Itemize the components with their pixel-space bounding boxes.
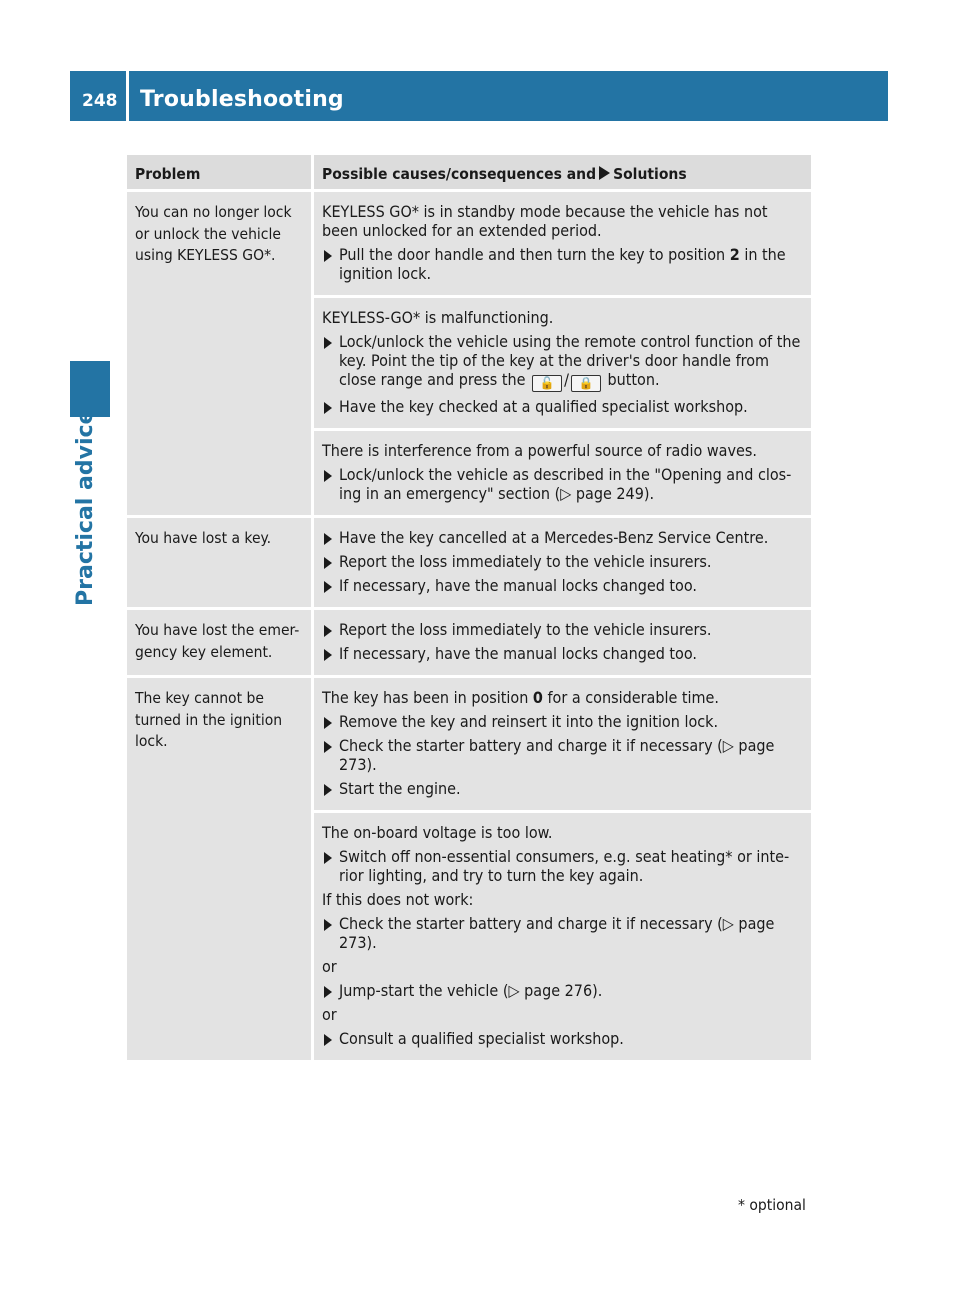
cause-text: There is interference from a powerful source of radio waves. — [322, 441, 757, 460]
step-text — [339, 245, 786, 283]
text-fragment: Report the loss immediately to the vehicle insurers. — [339, 620, 712, 639]
solutions-cell — [314, 678, 811, 1060]
page-header — [70, 71, 888, 121]
solution-block — [314, 610, 811, 675]
step-arrow-icon — [324, 557, 332, 569]
footnote: * optional — [738, 1196, 806, 1214]
text-fragment: page 273). — [339, 736, 775, 774]
text-fragment: Jump-start the vehicle ( — [339, 981, 509, 1000]
step-text — [339, 914, 774, 952]
solution-step — [322, 981, 803, 1000]
text-fragment: If necessary, have the manual locks changed too. — [339, 576, 697, 595]
text-fragment: / — [564, 370, 569, 389]
step-text — [339, 779, 461, 798]
solutions-cell — [314, 610, 811, 675]
solution-step — [322, 712, 803, 731]
text-fragment: Have the key cancelled at a Mercedes-Benz Service Centre. — [339, 528, 769, 547]
problem-cell: You can no longer lock or unlock the vehicle using KEYLESS GO*. — [127, 192, 314, 515]
text-fragment: Report the loss immediately to the vehicle insurers. — [339, 552, 712, 571]
step-arrow-icon — [324, 581, 332, 593]
section-title: Troubleshooting — [140, 87, 344, 112]
step-arrow-icon — [324, 533, 332, 545]
step-text — [339, 528, 768, 547]
header-divider — [126, 71, 129, 121]
problem-cell: The key cannot be turned in the ignition lock. — [127, 678, 314, 1060]
step-arrow-icon — [324, 852, 332, 864]
solution-step — [322, 847, 803, 885]
cause-text: The on-board voltage is too low. — [322, 823, 553, 842]
text-fragment: If necessary, have the manual locks changed too. — [339, 644, 697, 663]
page-ref-icon: ▷ — [508, 981, 520, 1000]
lock-icon: 🔒 — [571, 375, 601, 392]
step-text — [339, 332, 800, 389]
step-arrow-icon — [324, 337, 332, 349]
solution-step — [322, 1029, 803, 1048]
solution-block — [314, 518, 811, 607]
step-text — [339, 981, 602, 1000]
step-arrow-icon — [324, 649, 332, 661]
text-fragment: page 273). — [339, 914, 775, 952]
solutions-cell — [314, 192, 811, 515]
step-arrow-icon — [324, 919, 332, 931]
step-arrow-icon — [324, 625, 332, 637]
page-ref-icon: ▷ — [560, 484, 572, 503]
step-text — [339, 576, 697, 595]
text-fragment: Check the starter battery and charge it if necessary ( — [339, 914, 723, 933]
step-arrow-icon — [324, 717, 332, 729]
column-header-problem: Problem — [127, 155, 314, 189]
solution-step — [322, 552, 803, 571]
connector-text: or — [322, 957, 337, 976]
connector-text: If this does not work: — [322, 890, 474, 909]
solutions-cell — [314, 518, 811, 607]
text-fragment: 2 — [729, 245, 740, 264]
solution-step — [322, 644, 803, 663]
column-header-solutions — [314, 155, 811, 189]
step-text — [339, 465, 791, 503]
page-ref-icon: ▷ — [722, 736, 734, 755]
connector-text: or — [322, 1005, 337, 1024]
text-fragment: Lock/unlock the vehicle using the remote control function of the key. Point the tip of the key at the driver's door handle from close range and press the — [339, 332, 801, 389]
page-ref-icon: ▷ — [722, 914, 734, 933]
problem-cell: You have lost the emer-gency key element. — [127, 610, 314, 675]
text-fragment: Have the key checked at a qualified specialist workshop. — [339, 397, 748, 416]
solution-step — [322, 779, 803, 798]
text-fragment: in the ignition lock. — [339, 245, 786, 283]
troubleshooting-table — [127, 155, 811, 1060]
text-fragment: button. — [602, 370, 660, 389]
column-header-solutions-label: Solutions — [613, 165, 687, 183]
text-fragment: Remove the key and reinsert it into the ignition lock. — [339, 712, 719, 731]
text-fragment: for a considerable time. — [542, 688, 719, 707]
solution-block — [314, 431, 811, 515]
step-text — [339, 620, 711, 639]
cause-text: KEYLESS-GO* is malfunctioning. — [322, 308, 554, 327]
solution-step — [322, 528, 803, 547]
text-fragment: page 276). — [519, 981, 603, 1000]
step-text — [339, 644, 697, 663]
page-number: 248 — [82, 91, 118, 111]
step-arrow-icon — [324, 784, 332, 796]
text-fragment: Consult a qualified specialist workshop. — [339, 1029, 624, 1048]
step-text — [339, 552, 711, 571]
chapter-side-label: Practical advice — [73, 409, 98, 606]
solution-block — [314, 813, 811, 1060]
solution-step — [322, 914, 803, 952]
step-arrow-icon — [324, 250, 332, 262]
solution-step — [322, 736, 803, 774]
solution-step — [322, 576, 803, 595]
step-arrow-icon — [324, 986, 332, 998]
text-fragment: Pull the door handle and then turn the key to position — [339, 245, 730, 264]
text-fragment: The key has been in position — [322, 688, 533, 707]
solution-block — [314, 298, 811, 428]
step-text — [339, 712, 718, 731]
solution-step — [322, 465, 803, 503]
solution-step — [322, 620, 803, 639]
cause-text: KEYLESS GO* is in standby mode because the vehicle has not been unlocked for an extended period. — [322, 202, 768, 240]
text-fragment: 0 — [532, 688, 543, 707]
text-fragment: page 249). — [571, 484, 655, 503]
unlock-icon: 🔓 — [532, 375, 562, 392]
text-fragment: Check the starter battery and charge it if necessary ( — [339, 736, 723, 755]
column-header-causes-label: Possible causes/consequences and — [322, 165, 597, 183]
solution-step — [322, 245, 803, 283]
solution-block — [314, 192, 811, 295]
solution-block — [314, 678, 811, 810]
step-arrow-icon — [324, 470, 332, 482]
text-fragment: Start the engine. — [339, 779, 461, 798]
text-fragment: Lock/unlock the vehicle as described in the "Opening and clos-ing in an emergency" section ( — [339, 465, 792, 503]
cause-text — [322, 688, 803, 707]
step-arrow-icon — [324, 402, 332, 414]
problem-cell: You have lost a key. — [127, 518, 314, 607]
step-arrow-icon — [324, 741, 332, 753]
solution-step — [322, 397, 803, 416]
step-text — [339, 736, 774, 774]
step-text — [339, 397, 748, 416]
text-fragment: Switch off non-essential consumers, e.g. seat heating* or inte-rior lighting, and try to turn the key again. — [339, 847, 790, 885]
step-text — [339, 1029, 624, 1048]
play-arrow-icon — [599, 166, 610, 180]
solution-step — [322, 332, 803, 392]
step-text — [339, 847, 789, 885]
step-arrow-icon — [324, 1034, 332, 1046]
